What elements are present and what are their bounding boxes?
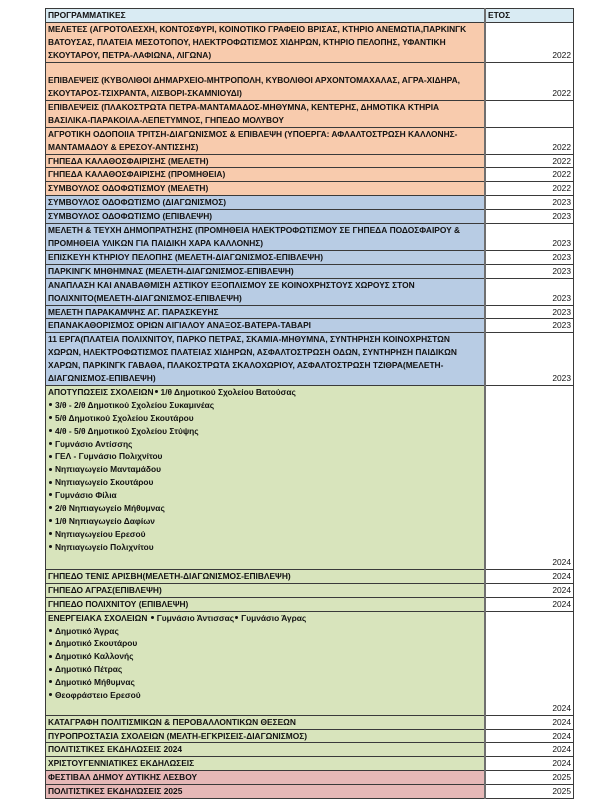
list-item: Θεοφράστειο Ερεσού xyxy=(48,689,482,702)
year-cell[interactable]: 2022 xyxy=(485,182,574,196)
bullet-icon xyxy=(49,680,52,683)
year-cell[interactable]: 2022 xyxy=(485,62,574,100)
table-row xyxy=(46,305,574,319)
description-cell[interactable]: ΕΝΕΡΓΕΙΑΚΑ ΣΧΟΛΕΙΩΝ Γυμνάσιο Άντισσας Γυμνάσιο Άγρας Δημοτικό Άγρας Δημοτικό Σκουτάρου Δημοτικό Καλλονής Δημοτικό Πέτρας Δημοτικό Μήθυμνας Θεοφράστειο Ερεσού xyxy=(46,611,486,715)
description-cell[interactable]: ΜΕΛΕΤΗ & ΤΕΥΧΗ ΔΗΜΟΠΡΑΤΗΣΗΣ (ΠΡΟΜΗΘΕΙΑ ΗΛΕΚΤΡΟΦΩΤΙΣΜΟΥ ΣΕ ΓΗΠΕΔΑ ΠΟΔΟΣΦΑΙΡΟΥ & ΠΡΟΜΗΘΕΙΑ ΥΛΙΚΩΝ ΓΙΑ ΠΑΙΔΙΚΗ ΧΑΡΑ ΚΑΛΛΟΝΗΣ) xyxy=(46,224,486,251)
list-item: Νηπιαγωγείο Πολιχνίτου xyxy=(48,541,482,554)
year-cell[interactable]: 2022 xyxy=(485,168,574,182)
description-cell[interactable]: ΕΠΙΒΛΕΨΕΙΣ (ΚΥΒΟΛΙΘΟΙ ΔΗΜΑΡΧΕΙΟ-ΜΗΤΡΟΠΟΛΗ, ΚΥΒΟΛΙΘΟΙ ΑΡΧΟΝΤΟΜΑΧΑΛΑΣ, ΑΓΡΑ-ΧΙΔΗΡΑ, ΣΚΟΥΤΑΡΟΣ-ΤΣΙΧΡΑΝΤΑ, ΛΙΣΒΟΡΙ-ΣΚΑΜΝΙΟΥΔΙ) xyxy=(46,62,486,100)
year-cell[interactable]: 2023 xyxy=(485,264,574,278)
table-row xyxy=(46,168,574,182)
year-cell[interactable]: 2024 xyxy=(485,569,574,583)
bullet-icon xyxy=(49,455,52,458)
bullet-icon xyxy=(155,390,158,393)
bullet-icon xyxy=(49,468,52,471)
description-cell[interactable]: ΠΑΡΚΙΝΓΚ ΜΗΘΗΜΝΑΣ (ΜΕΛΕΤΗ-ΔΙΑΓΩΝΙΣΜΟΣ-ΕΠΙΒΛΕΨΗ) xyxy=(46,264,486,278)
table-row xyxy=(46,771,574,785)
description-cell[interactable]: ΠΟΛΙΤΙΣΤΙΚΕΣ ΕΚΔΗΛΏΣΕΙΣ 2025 xyxy=(46,785,486,799)
table-row xyxy=(46,224,574,251)
description-cell[interactable]: ΜΕΛΕΤΗ ΠΑΡΑΚΑΜΨΗΣ ΑΓ. ΠΑΡΑΣΚΕΥΗΣ xyxy=(46,305,486,319)
description-cell[interactable]: ΜΕΛΕΤΕΣ (ΑΓΡΟΤΟΛΕΣΧΗ, ΚΟΝΤΟΣΦΥΡΙ, ΚΟΙΝΟΤΙΚΟ ΓΡΑΦΕΙΟ ΒΡΙΣΑΣ, ΚΤΗΡΙΟ ΑΝΕΜΩΤΙΑ,ΠΑΡΚΙΝΓΚ ΒΑΤΟΥΣΑΣ, ΠΛΑΤΕΙΑ ΜΕΣΟΤΟΠΟΥ, ΗΛΕΚΤΡΟΦΩΤΙΣΜΟΣ ΧΙΔΗΡΩΝ, ΚΤΗΡΙΟ ΠΕΛΟΠΗΣ, ΥΦΑΝΤΙΚΗ ΣΚΟΥΤΑΡΟΥ, ΠΕΤΡΑ-ΛΑΦΙΩΝΑ, ΛΙΓΩΝΑ) xyxy=(46,22,486,62)
header-row xyxy=(46,9,574,23)
header-description-cell[interactable]: ΠΡΟΓΡΑΜΜΑΤΙΚΕΣ xyxy=(46,9,486,23)
year-cell[interactable]: 2022 xyxy=(485,154,574,168)
year-cell[interactable]: 2024 xyxy=(485,583,574,597)
bullet-icon xyxy=(49,655,52,658)
year-cell[interactable]: 2024 xyxy=(485,385,574,569)
table-row xyxy=(46,278,574,305)
year-cell[interactable]: 2023 xyxy=(485,319,574,333)
table-row xyxy=(46,210,574,224)
table-row xyxy=(46,715,574,729)
table-row xyxy=(46,757,574,771)
table-row xyxy=(46,196,574,210)
year-cell[interactable]: 2024 xyxy=(485,757,574,771)
table-row xyxy=(46,319,574,333)
list-item: Νηπιαγωγείου Ερεσού xyxy=(48,528,482,541)
bullet-icon xyxy=(151,616,154,619)
description-cell[interactable]: ΣΥΜΒΟΥΛΟΣ ΟΔΟΦΩΤΙΣΜΟ (ΔΙΑΓΩΝΙΣΜΟΣ) xyxy=(46,196,486,210)
description-cell[interactable]: ΣΥΜΒΟΥΛΟΣ ΟΔΟΦΩΤΙΣΜΟΥ (ΜΕΛΕΤΗ) xyxy=(46,182,486,196)
list-item: ΓΕΛ - Γυμνάσιο Πολιχνίτου xyxy=(48,450,482,463)
table-row xyxy=(46,100,574,127)
list-item: Δημοτικό Μήθυμνας xyxy=(48,676,482,689)
bullet-icon xyxy=(49,532,52,535)
table-row xyxy=(46,729,574,743)
year-cell[interactable]: 2022 xyxy=(485,22,574,62)
description-cell[interactable]: ΣΥΜΒΟΥΛΟΣ ΟΔΟΦΩΤΙΣΜΟ (ΕΠΙΒΛΕΨΗ) xyxy=(46,210,486,224)
table-row xyxy=(46,569,574,583)
bullet-icon xyxy=(49,442,52,445)
bullet-icon xyxy=(235,616,238,619)
table-row xyxy=(46,743,574,757)
bullet-icon xyxy=(49,481,52,484)
description-cell[interactable]: ΠΟΛΙΤΙΣΤΙΚΕΣ ΕΚΔΗΛΩΣΕΙΣ 2024 xyxy=(46,743,486,757)
bullet-icon xyxy=(49,642,52,645)
year-cell[interactable]: 2023 xyxy=(485,278,574,305)
list-item: 4/θ - 5/θ Δημοτικού Σχολείου Στύψης xyxy=(48,425,482,438)
year-cell[interactable]: 2024 xyxy=(485,597,574,611)
table-row xyxy=(46,250,574,264)
year-cell[interactable]: 2023 xyxy=(485,210,574,224)
table-row xyxy=(46,385,574,569)
list-item: 5/θ Δημοτικού Σχολείου Σκουτάρου xyxy=(48,412,482,425)
bullet-icon xyxy=(49,668,52,671)
header-year-cell[interactable]: ΕΤΟΣ xyxy=(485,9,574,23)
year-cell[interactable]: 2025 xyxy=(485,771,574,785)
table-row xyxy=(46,611,574,715)
list-item: Γυμνάσιο Φίλια xyxy=(48,489,482,502)
list-item: Νηπιαγωγείο Σκουτάρου xyxy=(48,476,482,489)
year-cell[interactable]: 2023 xyxy=(485,224,574,251)
list-item: 3/θ - 2/θ Δημοτικού Σχολείου Συκαμινέας xyxy=(48,399,482,412)
table-row xyxy=(46,583,574,597)
table-row xyxy=(46,154,574,168)
list-item: 1/θ Νηπιαγωγείο Δαφίων xyxy=(48,515,482,528)
year-cell[interactable]: 2023 xyxy=(485,333,574,386)
list-item: Νηπιαγωγείο Μανταμάδου xyxy=(48,463,482,476)
table-row xyxy=(46,333,574,386)
bullet-icon xyxy=(49,403,52,406)
description-cell[interactable]: ΓΗΠΕΔΟ ΠΟΛΙΧΝΙΤΟΥ (ΕΠΙΒΛΕΨΗ) xyxy=(46,597,486,611)
description-cell[interactable]: ΑΓΡΟΤΙΚΗ ΟΔΟΠΟΙΙΑ ΤΡΙΤΣΗ-ΔΙΑΓΩΝΙΣΜΟΣ & ΕΠΙΒΛΕΨΗ (ΥΠΟΕΡΓΑ: ΑΦΛΑΛΤΟΣΤΡΩΣΗ ΚΑΛΛΟΝΗΣ- ΜΑΝΤΑΜΑΔΟΥ & ΕΡΕΣΟΥ-ΑΝΤΙΣΣΗΣ) xyxy=(46,127,486,154)
table-row xyxy=(46,127,574,154)
table-row xyxy=(46,264,574,278)
programmatic-projects-table xyxy=(45,8,574,799)
bullet-icon xyxy=(49,506,52,509)
description-cell[interactable]: ΓΗΠΕΔΑ ΚΑΛΑΘΟΣΦΑΙΡΙΣΗΣ (ΠΡΟΜΗΘΕΙΑ) xyxy=(46,168,486,182)
description-cell[interactable]: ΠΥΡΟΠΡΟΣΤΑΣΙΑ ΣΧΟΛΕΙΩΝ (ΜΕΛΤΗ-ΕΓΚΡΙΣΕΙΣ-ΔΙΑΓΩΝΙΣΜΟΣ) xyxy=(46,729,486,743)
year-cell[interactable]: 2024 xyxy=(485,611,574,715)
table-row xyxy=(46,785,574,799)
year-cell[interactable] xyxy=(485,100,574,127)
bullet-icon xyxy=(49,693,52,696)
list-item: Δημοτικό Σκουτάρου xyxy=(48,637,482,650)
description-cell[interactable]: ΕΠΙΒΛΕΨΕΙΣ (ΠΛΑΚΟΣΤΡΩΤΑ ΠΕΤΡΑ-ΜΑΝΤΑΜΑΔΟΣ-ΜΗΘΥΜΝΑ, ΚΕΝΤΕΡΗΣ, ΔΗΜΟΤΙΚΑ ΚΤΗΡΙΑ ΒΑΣΙΛΙΚΑ-ΠΑΡΑΚΟΙΛΑ-ΛΕΠΕΤΥΜΝΟΣ, ΓΗΠΕΔΟ ΜΟΛΥΒΟΥ xyxy=(46,100,486,127)
year-cell[interactable]: 2024 xyxy=(485,743,574,757)
year-cell[interactable]: 2022 xyxy=(485,127,574,154)
bullet-icon xyxy=(49,545,52,548)
description-cell[interactable]: ΓΗΠΕΔΑ ΚΑΛΑΘΟΣΦΑΙΡΙΣΗΣ (ΜΕΛΕΤΗ) xyxy=(46,154,486,168)
year-cell[interactable]: 2024 xyxy=(485,715,574,729)
description-cell[interactable]: ΕΠΑΝΑΚΑΘΟΡΙΣΜΟΣ ΟΡΙΩΝ ΑΙΓΙΑΛΟΥ ΑΝΑΞΟΣ-ΒΑΤΕΡΑ-ΤΑΒΑΡΙ xyxy=(46,319,486,333)
table-row xyxy=(46,182,574,196)
bullet-icon xyxy=(49,416,52,419)
bullet-icon xyxy=(49,429,52,432)
year-cell[interactable]: 2024 xyxy=(485,729,574,743)
bullet-icon xyxy=(49,493,52,496)
description-cell[interactable]: ΦΕΣΤΙΒΑΛ ΔΗΜΟΥ ΔΥΤΙΚΗΣ ΛΕΣΒΟΥ xyxy=(46,771,486,785)
list-item: 2/θ Νηπιαγωγείο Μήθυμνας xyxy=(48,502,482,515)
year-cell[interactable]: 2023 xyxy=(485,305,574,319)
bullet-icon xyxy=(49,629,52,632)
year-cell[interactable]: 2023 xyxy=(485,250,574,264)
list-item: Γυμνάσιο Αντίσσης xyxy=(48,438,482,451)
description-cell[interactable]: ΚΑΤΑΓΡΑΦΗ ΠΟΛΙΤΙΣΜΙΚΩΝ & ΠΕΡΟΒΑΛΛΟΝΤΙΚΩΝ ΘΕΣΕΩΝ xyxy=(46,715,486,729)
description-cell[interactable]: ΧΡΙΣΤΟΥΓΕΝΝΙΑΤΙΚΕΣ ΕΚΔΗΛΩΣΕΙΣ xyxy=(46,757,486,771)
bullet-icon xyxy=(49,519,52,522)
description-cell[interactable]: 11 ΕΡΓΑ(ΠΛΑΤΕΙΑ ΠΟΛΙΧΝΙΤΟΥ, ΠΑΡΚΟ ΠΕΤΡΑΣ, ΣΚΑΜΙΑ-ΜΗΘΥΜΝΑ, ΣΥΝΤΗΡΗΣΗ ΚΟΙΝΟΧΡΗΣΤΩΝ ΧΩΡΩΝ, ΗΛΕΚΤΡΟΦΩΤΙΣΜΟΣ ΠΛΑΤΕΙΑΣ ΧΙΔΗΡΩΝ, ΑΣΦΑΛΤΟΣΤΡΩΣΗ ΟΔΩΝ, ΣΥΝΤΗΡΗΣΗ ΠΑΙΔΙΚΩΝ ΧΑΡΩΝ, ΠΑΡΚΙΝΓΚ ΓΑΒΑΘΑ, ΠΛΑΚΟΣΤΡΩΤΑ ΣΚΑΛΟΧΩΡΙΟΥ, ΑΣΦΑΛΤΟΣΤΡΩΣΗ ΤΖΙΘΡΑ(ΜΕΛΕΤΗ- ΔΙΑΓΩΝΙΣΜΟΣ-ΕΠΙΒΛΕΨΗ) xyxy=(46,333,486,386)
description-cell[interactable]: ΓΗΠΕΔΟ ΤΕΝΙΣ ΑΡΙΣΒΗ(ΜΕΛΕΤΗ-ΔΙΑΓΩΝΙΣΜΟΣ-ΕΠΙΒΛΕΨΗ) xyxy=(46,569,486,583)
list-item: Δημοτικό Καλλονής xyxy=(48,650,482,663)
table-row xyxy=(46,22,574,62)
table-row xyxy=(46,597,574,611)
description-cell[interactable]: ΕΠΙΣΚΕΥΗ ΚΤΗΡΙΟΥ ΠΕΛΟΠΗΣ (ΜΕΛΕΤΗ-ΔΙΑΓΩΝΙΣΜΟΣ-ΕΠΙΒΛΕΨΗ) xyxy=(46,250,486,264)
year-cell[interactable]: 2025 xyxy=(485,785,574,799)
description-cell[interactable]: ΑΠΟΤΥΠΩΣΕΙΣ ΣΧΟΛΕΙΩΝ 1/θ Δημοτικού Σχολείου Βατούσας 3/θ - 2/θ Δημοτικού Σχολείου Συκαμινέας 5/θ Δημοτικού Σχολείου Σκουτάρου 4/θ - 5/θ Δημοτικού Σχολείου Στύψης Γυμνάσιο Αντίσσης ΓΕΛ - Γυμνάσιο Πολιχνίτου Νηπιαγωγείο Μανταμάδου Νηπιαγωγείο Σκουτάρου Γυμνάσιο Φίλια 2/θ Νηπιαγωγείο Μήθυμνας 1/θ Νηπιαγωγείο Δαφίων Νηπιαγωγείου Ερεσού Νηπιαγωγείο Πολιχνίτου xyxy=(46,385,486,569)
description-cell[interactable]: ΑΝΑΠΛΑΣΗ ΚΑΙ ΑΝΑΒΑΘΜΙΣΗ ΑΣΤΙΚΟΥ ΕΞΟΠΛΙΣΜΟΥ ΣΕ ΚΟΙΝΟΧΡΗΣΤΟΥΣ ΧΩΡΟΥΣ ΣΤΟΝ ΠΟΛΙΧΝΙΤΟ(ΜΕΛΕΤΗ-ΔΙΑΓΩΝΙΣΜΟΣ-ΕΠΙΒΛΕΨΗ) xyxy=(46,278,486,305)
list-item: Δημοτικό Άγρας xyxy=(48,625,482,638)
list-item: Δημοτικό Πέτρας xyxy=(48,663,482,676)
table-row xyxy=(46,62,574,100)
year-cell[interactable]: 2023 xyxy=(485,196,574,210)
description-cell[interactable]: ΓΗΠΕΔΟ ΑΓΡΑΣ(ΕΠΙΒΛΕΨΗ) xyxy=(46,583,486,597)
